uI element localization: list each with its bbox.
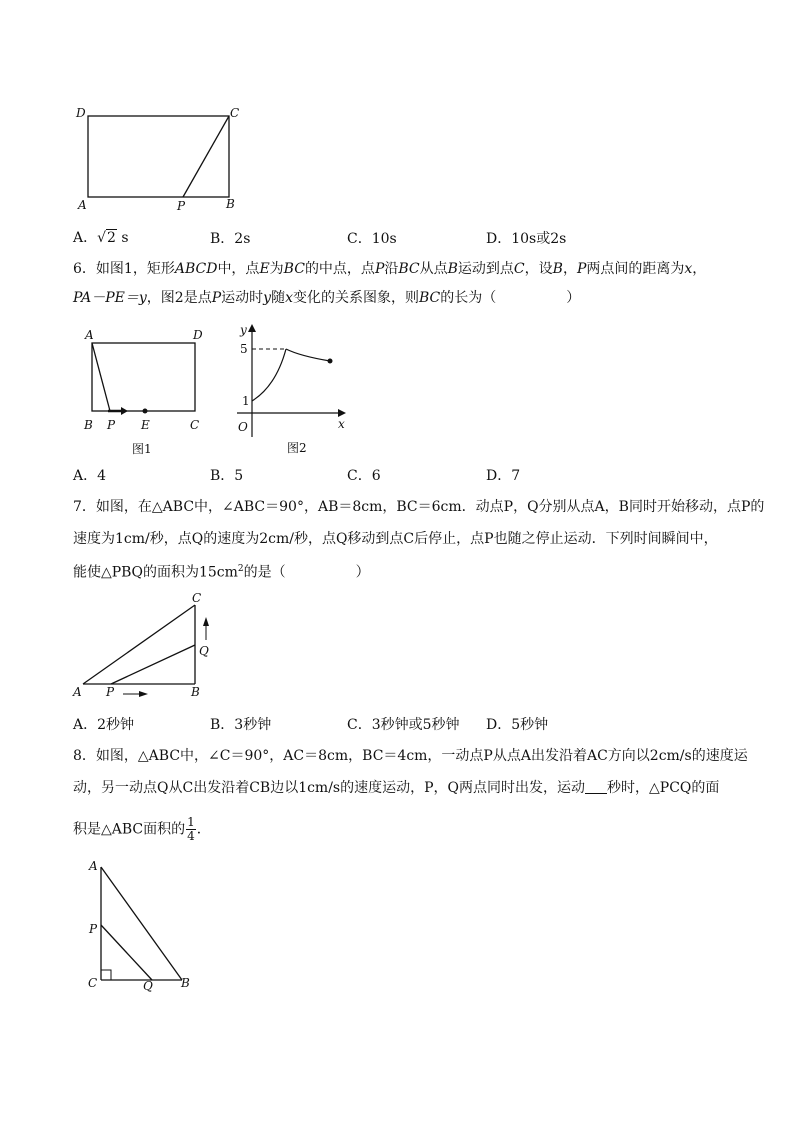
q7-label-C: C (192, 591, 202, 605)
q6-label-A: A (85, 328, 94, 342)
q8-line-1: 8．如图，△ABC中，∠C＝90°，AC＝8cm，BC＝4cm，一动点P从点A出发沿着AC方向以2cm/s的速度运 (73, 748, 748, 764)
label-P: P (177, 199, 186, 213)
q8-right-angle-mark (101, 970, 111, 980)
q6-label-1: 1 (242, 394, 250, 408)
q6-line-1: 6．如图1，矩形ABCD中，点E为BC的中点，点P沿BC从点B运动到点C，设B，P两点间的距离为x， (73, 261, 707, 277)
q8-label-Q: Q (143, 979, 153, 993)
q6-label-x: x (338, 417, 345, 431)
q6-label-P: P (107, 418, 116, 432)
q8-label-B: B (181, 976, 190, 990)
q7-line-2: 速度为1cm/秒，点Q的速度为2cm/秒，点Q移动到点C后停止，点P也随之停止运动．下列时间瞬间中， (73, 531, 718, 547)
q6-option-d: D．7 (486, 468, 521, 484)
q5-option-d: D．10s或2s (486, 231, 567, 247)
q5-option-c: C．10s (347, 231, 397, 247)
q8-label-C: C (88, 976, 98, 990)
q7-label-P: P (106, 685, 115, 699)
q8-label-A: A (89, 859, 98, 873)
q7-label-Q: Q (199, 644, 209, 658)
fraction-one-quarter: $\frac{1}{4}$ (187, 815, 195, 843)
option-a-unit: s (121, 230, 129, 246)
q6-label-5: 5 (240, 342, 248, 356)
q7-label-B: B (191, 685, 200, 699)
q8-segment-pq (101, 925, 152, 980)
q7-option-c: C．3秒钟或5秒钟 (347, 717, 460, 733)
q6-label-D: D (193, 328, 203, 342)
option-a-prefix: A． (73, 230, 98, 246)
q7-line-3: 能使△PBQ的面积为$15cm^2$的是（ ） (73, 564, 370, 581)
q7-option-a: A．2秒钟 (73, 717, 135, 733)
label-D: D (76, 106, 86, 120)
q8-label-P: P (89, 922, 98, 936)
q6-caption-fig1: 图1 (132, 442, 152, 456)
q6-label-C: C (190, 418, 200, 432)
q8-line-3: 积是△ABC面积的 $\frac{1}{4}$ ． (73, 815, 211, 843)
q7-option-d: D．5秒钟 (486, 717, 549, 733)
q6-label-O: O (238, 420, 248, 434)
label-C: C (230, 106, 240, 120)
sqrt-symbol: √2 (97, 230, 116, 246)
q7-option-b: B．3秒钟 (210, 717, 272, 733)
label-B: B (226, 197, 235, 211)
q6-label-B: B (84, 418, 93, 432)
q6-line-2: PA－PE＝y，图2是点P运动时y随x变化的关系图象，则BC的长为（ ） (73, 290, 581, 306)
q6-option-a: A．4 (73, 468, 107, 484)
q7-label-A: A (73, 685, 82, 699)
q5-option-b: B．2s (210, 231, 251, 247)
q7-line-1: 7．如图，在△ABC中，∠ABC＝90°，AB＝8cm，BC＝6cm．动点P，Q分别从点A，B同时开始移动，点P的 (73, 499, 765, 515)
q6-option-c: C．6 (347, 468, 381, 484)
q6-caption-fig2: 图2 (287, 441, 307, 455)
q6-label-y: y (240, 323, 247, 337)
q8-line-2: 动，另一动点Q从C出发沿着CB边以1cm/s的速度运动，P，Q两点同时出发，运动 秒时，△PCQ的面 (73, 780, 720, 796)
radicand: 2 (107, 230, 116, 246)
q8-side-ab (101, 867, 182, 980)
label-A: A (78, 198, 87, 212)
q6-option-b: B．5 (210, 468, 244, 484)
q6-label-E: E (141, 418, 150, 432)
